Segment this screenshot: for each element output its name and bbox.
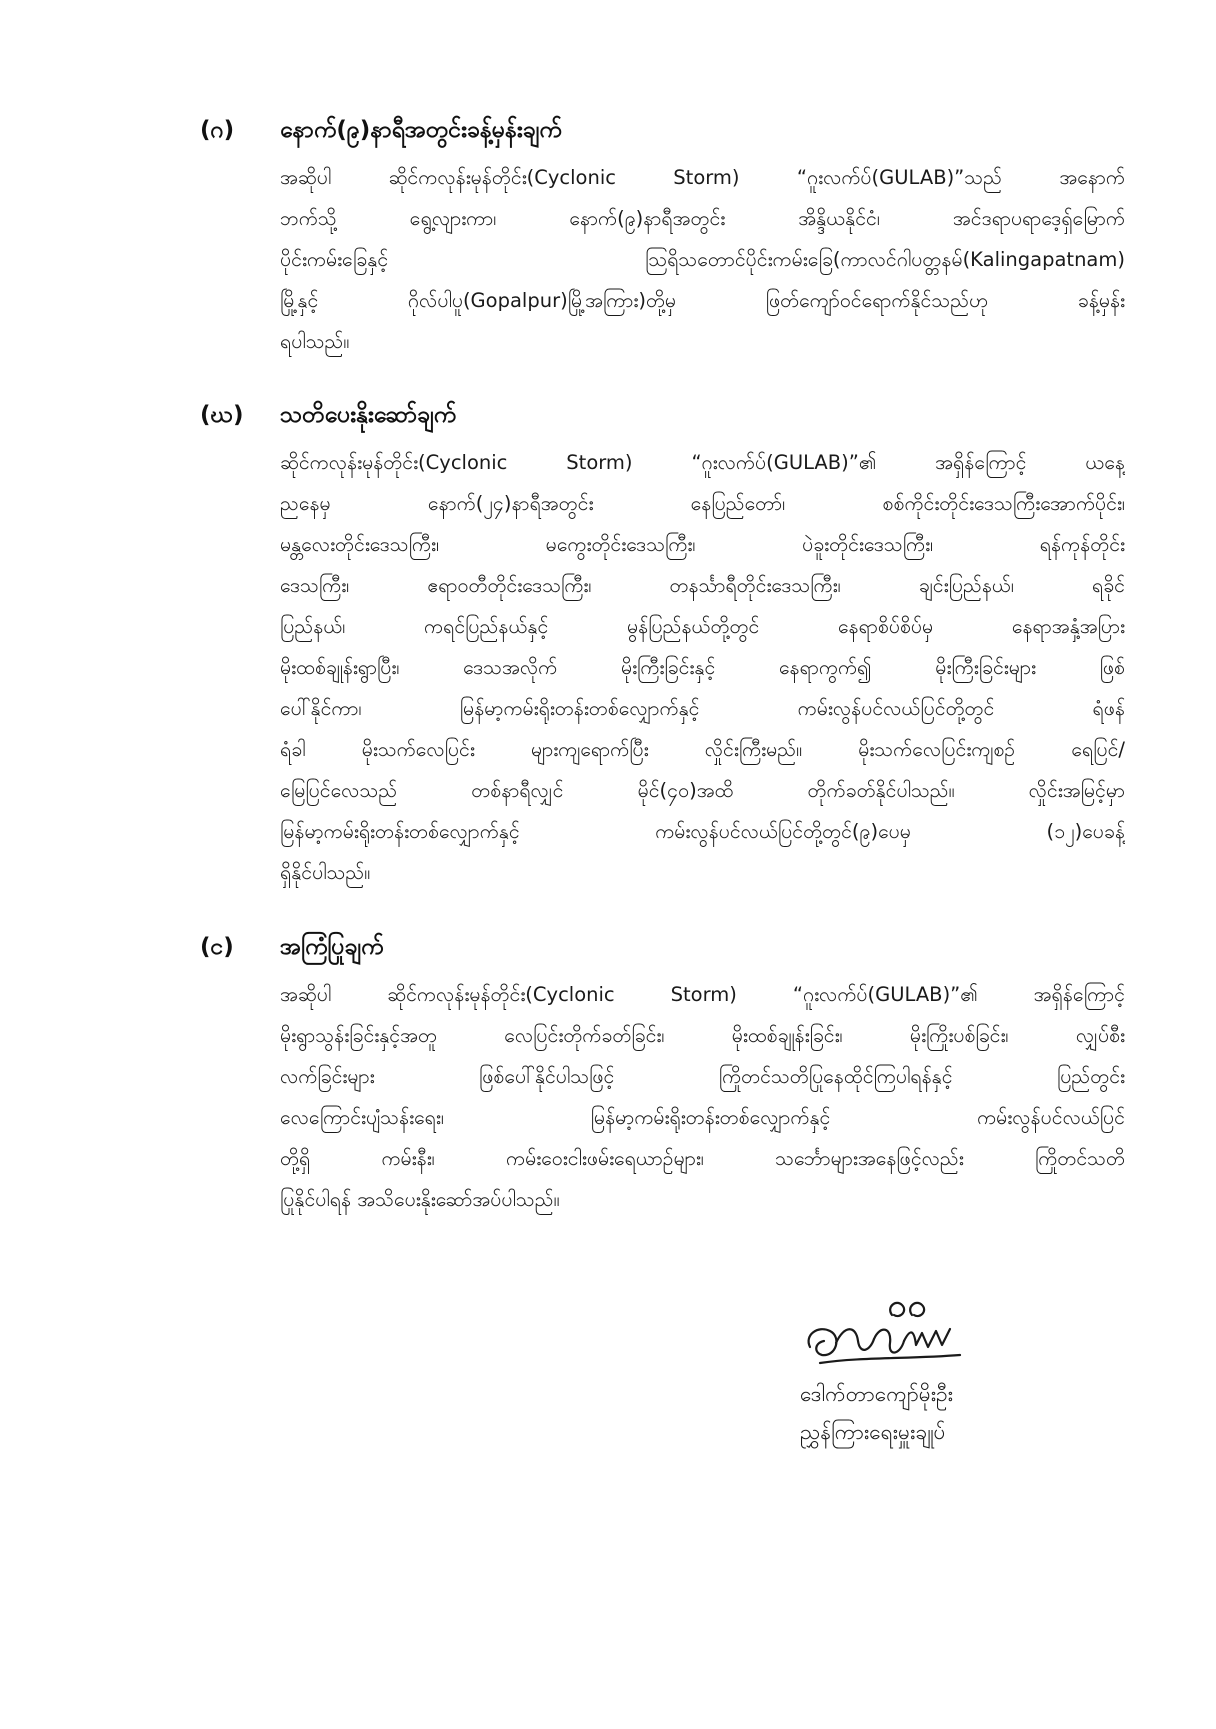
paragraph-line: ရပါသည်။: [280, 330, 350, 353]
handwritten-signature: [800, 1285, 980, 1375]
paragraph-line: ညနေမှ နောက်(၂၄)နာရီအတွင်း နေပြည်တော်၊ စစ်ကိုင်းတိုင်းဒေသကြီးအောက်ပိုင်း၊: [280, 492, 1125, 515]
paragraph-line: မြို့နှင့် ဂိုလ်ပါပူ(Gopalpur)မြို့အကြား)တို့မှ ဖြတ်ကျော်ဝင်ရောက်နိုင်သည်ဟု ခန့်မှန်း: [280, 289, 1125, 312]
paragraph-line: တို့ရှိ ကမ်းနီး၊ ကမ်းဝေးငါးဖမ်းရေယာဉ်များ၊ သင်္ဘောများအနေဖြင့်လည်း ကြိုတင်သတိ: [280, 1147, 1125, 1170]
paragraph-line: အဆိုပါ ဆိုင်ကလုန်းမုန်တိုင်း(Cyclonic Storm) “ဂူးလက်ပ်(GULAB)”၏ အရှိန်ကြောင့်: [280, 983, 1125, 1006]
paragraph-line: ဆိုင်ကလုန်းမုန်တိုင်း(Cyclonic Storm) “ဂူးလက်ပ်(GULAB)”၏ အရှိန်ကြောင့် ယနေ့: [280, 451, 1125, 474]
section-title: နောက်(၉)နာရီအတွင်းခန့်မှန်းချက်: [280, 117, 562, 143]
paragraph-line: မန္တလေးတိုင်းဒေသကြီး၊ မကွေးတိုင်းဒေသကြီး၊ ပဲခူးတိုင်းဒေသကြီး၊ ရန်ကုန်တိုင်း: [280, 533, 1125, 556]
paragraph-line: ရှိနိုင်ပါသည်။: [280, 861, 371, 884]
paragraph-line: ပြည်နယ်၊ ကရင်ပြည်နယ်နှင့် မွန်ပြည်နယ်တို့တွင် နေရာစိပ်စိပ်မှ နေရာအနှံ့အပြား: [280, 615, 1125, 638]
section-title: သတိပေးနိုးဆော်ချက်: [280, 402, 457, 428]
signature-block: [800, 1285, 1060, 1451]
section-heading: [200, 932, 1130, 974]
paragraph-line: မိုးထစ်ချုန်းရွာပြီး၊ ဒေသအလိုက် မိုးကြီးခြင်းနှင့် နေရာကွက်၍ မိုးကြီးခြင်းများ ဖြစ်: [280, 656, 1125, 679]
signatory-position: ညွှန်ကြားရေးမှူးချုပ်: [800, 1420, 946, 1444]
paragraph-line: ပေါ်နိုင်ကာ၊ မြန်မာ့ကမ်းရိုးတန်းတစ်လျှောက်နှင့် ကမ်းလွန်ပင်လယ်ပြင်တို့တွင် ရံဖန်: [280, 697, 1125, 720]
section-marker: (င): [200, 934, 234, 960]
section-marker: (ဂ): [200, 117, 235, 143]
section-body: [280, 442, 1125, 893]
paragraph-line: လက်ခြင်းများ ဖြစ်ပေါ်နိုင်ပါသဖြင့် ကြိုတင်သတိပြုနေထိုင်ကြပါရန်နှင့် ပြည်တွင်း: [280, 1065, 1125, 1088]
paragraph-line: မြန်မာ့ကမ်းရိုးတန်းတစ်လျှောက်နှင့် ကမ်းလွန်ပင်လယ်ပြင်တို့တွင်(၉)ပေမှ (၁၂)ပေခန့်: [280, 820, 1125, 843]
paragraph-line: မြေပြင်လေသည် တစ်နာရီလျှင် မိုင်(၄၀)အထိ တိုက်ခတ်နိုင်ပါသည်။ လှိုင်းအမြင့်မှာ: [280, 779, 1125, 802]
section-body: [280, 974, 1125, 1220]
paragraph-line: အဆိုပါ ဆိုင်ကလုန်းမုန်တိုင်း(Cyclonic Storm) “ဂူးလက်ပ်(GULAB)”သည် အနောက်: [280, 166, 1125, 189]
paragraph-line: မိုးရွာသွန်းခြင်းနှင့်အတူ လေပြင်းတိုက်ခတ်ခြင်း၊ မိုးထစ်ချုန်းခြင်း၊ မိုးကြိုးပစ်ခြင်း၊ လျှပ်စီး: [280, 1024, 1125, 1047]
paragraph-line: ပြုနိုင်ပါရန် အသိပေးနိုးဆော်အပ်ပါသည်။: [280, 1188, 560, 1211]
forecast-section: [200, 115, 1130, 362]
paragraph-line: ဘက်သို့ ရွေ့လျားကာ၊ နောက်(၉)နာရီအတွင်း အိန္ဒိယနိုင်ငံ၊ အင်ဒရာပရာဒေ့ရှ်မြောက်: [280, 207, 1125, 230]
paragraph-line: လေကြောင်းပျံသန်းရေး၊ မြန်မာ့ကမ်းရိုးတန်းတစ်လျှောက်နှင့် ကမ်းလွန်ပင်လယ်ပြင်: [280, 1106, 1125, 1129]
advice-section: [200, 932, 1130, 1220]
paragraph-line: ပိုင်းကမ်းခြေနှင့် သြရိသတောင်ပိုင်းကမ်းခြေ(ကာလင်ဂါပတ္တနမ်(Kalingapatnam): [280, 248, 1125, 271]
paragraph-line: ရံခါ မိုးသက်လေပြင်း များကျရောက်ပြီး လှိုင်းကြီးမည်။ မိုးသက်လေပြင်းကျစဉ် ရေပြင်/: [280, 738, 1125, 761]
section-body: [280, 157, 1125, 362]
paragraph-line: ဒေသကြီး၊ ဧရာဝတီတိုင်းဒေသကြီး၊ တနင်္သာရီတိုင်းဒေသကြီး၊ ချင်းပြည်နယ်၊ ရခိုင်: [280, 574, 1125, 597]
warning-section: [200, 400, 1130, 893]
section-heading: [200, 400, 1130, 442]
section-title: အကြံပြုချက်: [280, 934, 384, 960]
signatory-name: ဒေါက်တာကျော်မိုးဦး: [800, 1382, 954, 1406]
section-marker: (ဃ): [200, 402, 244, 428]
section-heading: [200, 115, 1130, 157]
